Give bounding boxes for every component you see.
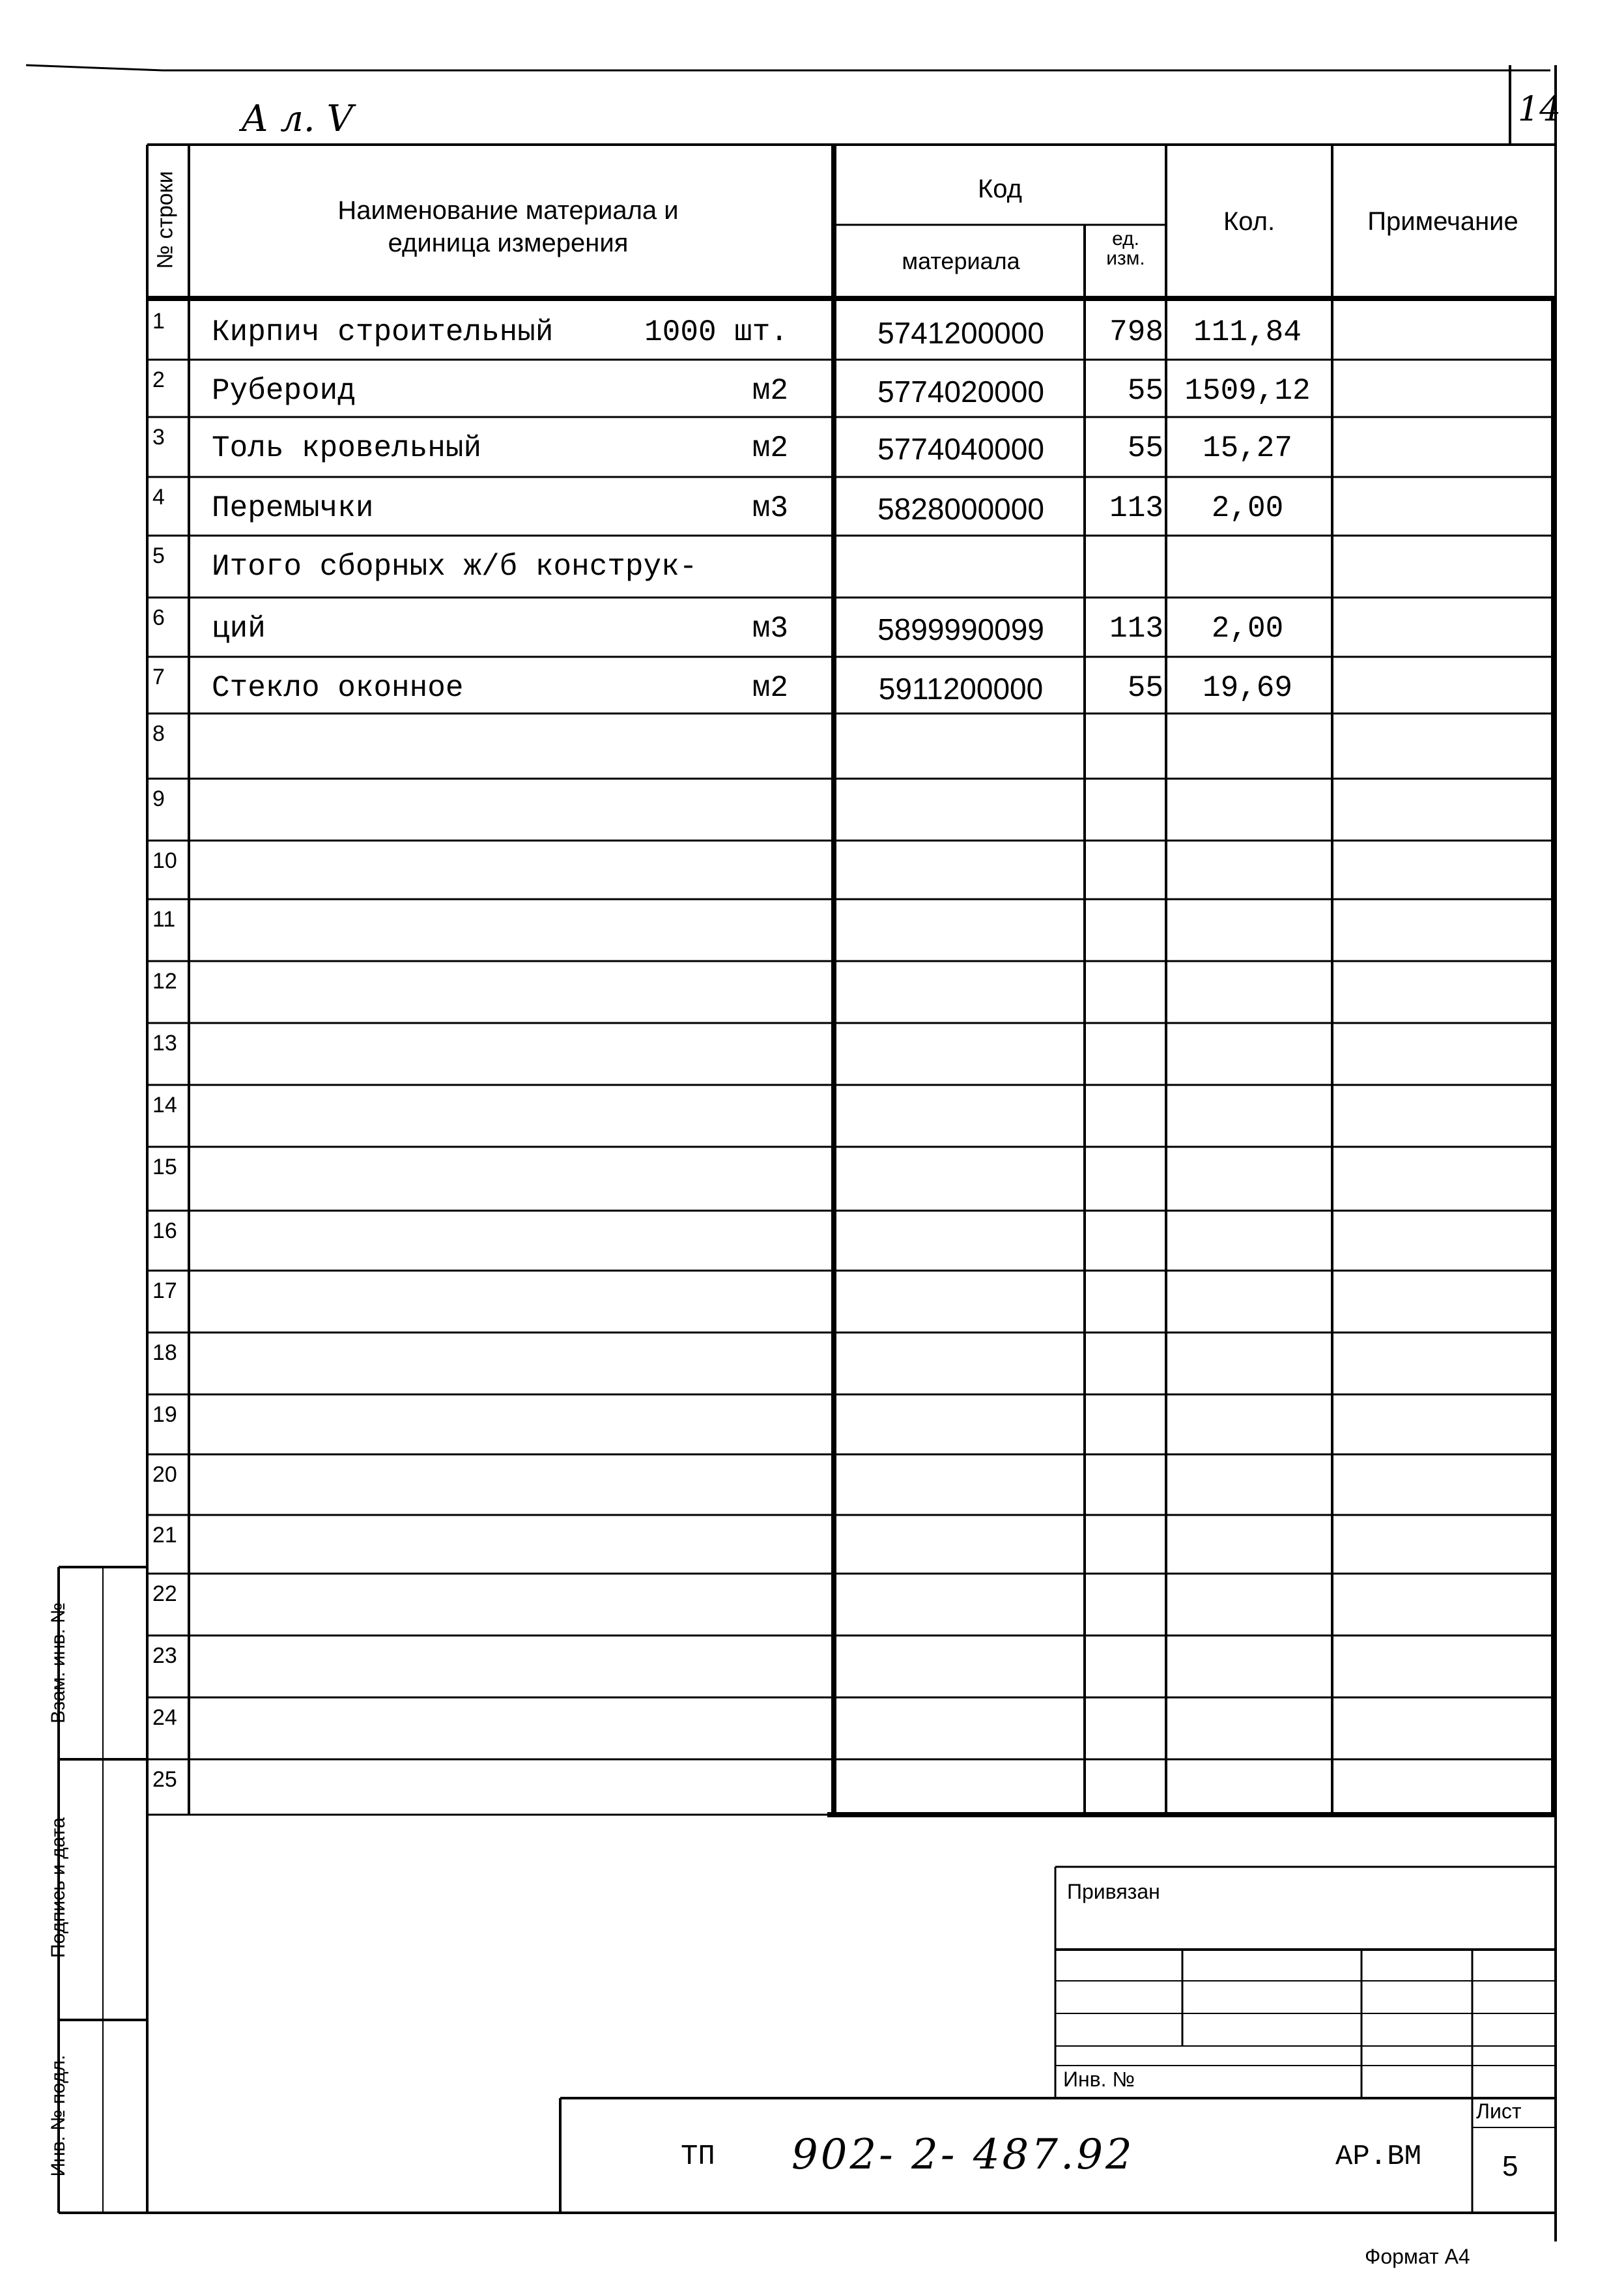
cell-unit-code: 55 bbox=[1127, 374, 1163, 408]
title-mark: АР.ВМ bbox=[1335, 2140, 1422, 2173]
row-number: 25 bbox=[152, 1767, 177, 1792]
page-number: 14 bbox=[1518, 90, 1561, 129]
cell-unit: м3 bbox=[752, 612, 788, 646]
cell-code: 5741200000 bbox=[877, 316, 1044, 350]
row-number: 14 bbox=[152, 1093, 177, 1117]
cell-qty: 19,69 bbox=[1202, 671, 1293, 705]
row-number: 24 bbox=[152, 1705, 177, 1730]
cell-unit-code: 113 bbox=[1109, 612, 1163, 646]
cell-code: 5774040000 bbox=[877, 432, 1044, 466]
cell-unit: м2 bbox=[752, 374, 788, 408]
row-number: 15 bbox=[152, 1155, 177, 1179]
header-code-material: материала bbox=[902, 248, 1020, 274]
row-number: 1 bbox=[152, 309, 165, 334]
cell-unit-code: 55 bbox=[1127, 671, 1163, 705]
cell-qty: 2,00 bbox=[1211, 612, 1284, 646]
header-note: Примечание bbox=[1367, 207, 1518, 236]
row-number: 5 bbox=[152, 543, 165, 568]
header-qty: Кол. bbox=[1223, 207, 1275, 236]
cell-qty: 15,27 bbox=[1202, 431, 1293, 465]
cell-name: Итого сборных ж/б конструк- bbox=[212, 550, 698, 584]
row-number: 3 bbox=[152, 425, 165, 450]
corner-stamp: А л. V bbox=[241, 98, 353, 140]
row-number: 7 bbox=[152, 665, 165, 689]
header-name: Наименование материала и единица измерения bbox=[337, 196, 679, 257]
cell-name: ций bbox=[212, 612, 266, 646]
cell-unit: 1000 шт. bbox=[644, 315, 788, 349]
cell-qty: 2,00 bbox=[1211, 491, 1284, 525]
row-number: 6 bbox=[152, 605, 165, 630]
cell-name: Перемычки bbox=[212, 491, 374, 525]
header-code-unit: ед. изм. bbox=[1106, 228, 1145, 269]
cell-name: Стекло оконное bbox=[212, 671, 464, 705]
cell-unit-code: 55 bbox=[1127, 431, 1163, 465]
row-number: 4 bbox=[152, 485, 165, 510]
row-number: 9 bbox=[152, 786, 165, 811]
title-prefix: ТП bbox=[681, 2140, 715, 2173]
title-sheet-label: Лист bbox=[1476, 2099, 1522, 2123]
title-sheet-number: 5 bbox=[1502, 2150, 1518, 2182]
format-label: Формат А4 bbox=[1365, 2245, 1470, 2268]
cell-code: 5899990099 bbox=[877, 612, 1044, 646]
cell-unit: м2 bbox=[752, 671, 788, 705]
cell-code: 5828000000 bbox=[877, 492, 1044, 526]
row-number: 18 bbox=[152, 1340, 177, 1365]
title-privyazan: Привязан bbox=[1067, 1880, 1160, 1903]
cell-name: Рубероид bbox=[212, 374, 356, 408]
row-number: 2 bbox=[152, 367, 165, 392]
title-inv-no: Инв. № bbox=[1063, 2068, 1135, 2091]
row-number: 20 bbox=[152, 1462, 177, 1487]
cell-code: 5774020000 bbox=[877, 375, 1044, 409]
row-number: 21 bbox=[152, 1523, 177, 1548]
stamp-vzam-inv: Взам. инв. № bbox=[48, 1602, 69, 1723]
row-number: 13 bbox=[152, 1031, 177, 1056]
row-number: 22 bbox=[152, 1581, 177, 1606]
title-doc-number: 902- 2- 487.92 bbox=[791, 2131, 1135, 2179]
row-number: 11 bbox=[152, 907, 176, 932]
cell-name: Кирпич строительный bbox=[212, 315, 554, 349]
row-number: 17 bbox=[152, 1278, 177, 1303]
cell-unit: м3 bbox=[752, 491, 788, 525]
header-code: Код bbox=[977, 175, 1022, 203]
row-number: 23 bbox=[152, 1643, 177, 1668]
cell-name: Толь кровельный bbox=[212, 431, 482, 465]
stamp-podpis-data: Подпись и дата bbox=[48, 1817, 69, 1958]
row-number: 12 bbox=[152, 969, 177, 994]
stamp-inv-podl: Инв. № подл. bbox=[48, 2054, 69, 2177]
cell-qty: 1509,12 bbox=[1184, 374, 1311, 408]
cell-qty: 111,84 bbox=[1193, 315, 1302, 349]
row-number: 19 bbox=[152, 1402, 177, 1427]
row-number: 10 bbox=[152, 848, 177, 873]
cell-unit-code: 113 bbox=[1109, 491, 1163, 525]
header-row-number: № строки bbox=[152, 171, 178, 269]
row-number: 8 bbox=[152, 721, 165, 746]
row-number: 16 bbox=[152, 1218, 177, 1243]
cell-unit: м2 bbox=[752, 431, 788, 465]
cell-code: 5911200000 bbox=[878, 672, 1044, 706]
cell-unit-code: 798 bbox=[1109, 315, 1163, 349]
